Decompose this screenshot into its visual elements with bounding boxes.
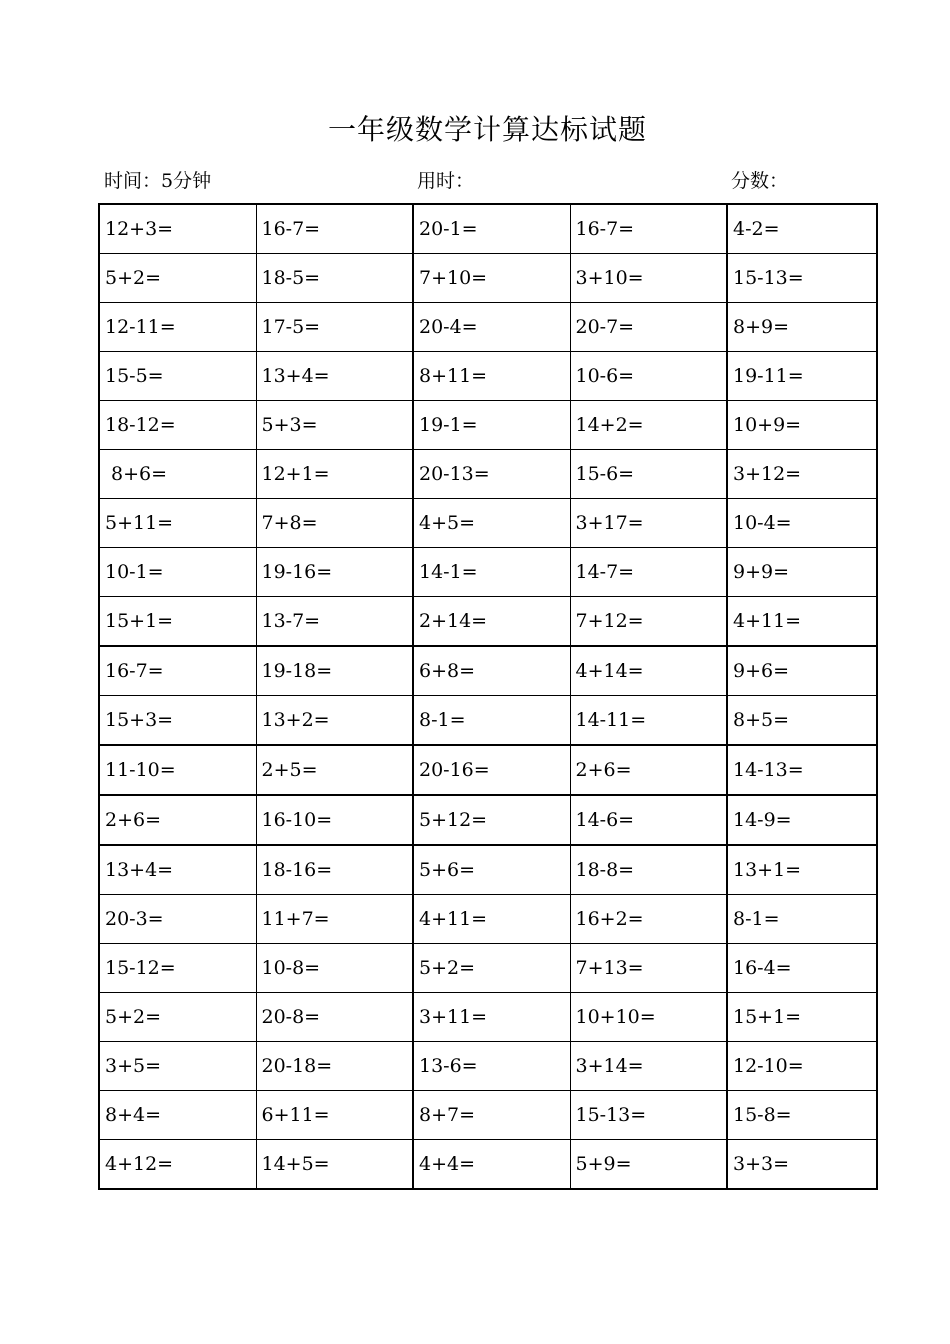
problem-cell: 5+2= [413, 944, 570, 993]
problem-cell: 14-7= [570, 548, 727, 597]
problem-cell: 15-13= [570, 1091, 727, 1140]
problem-cell: 14-6= [570, 795, 727, 845]
problem-cell: 14-9= [727, 795, 877, 845]
table-row [99, 597, 877, 647]
problem-cell: 15-5= [99, 352, 256, 401]
problem-cell: 2+5= [256, 745, 413, 795]
problem-cell: 2+14= [413, 597, 570, 647]
problem-cell: 5+12= [413, 795, 570, 845]
problem-cell: 14-13= [727, 745, 877, 795]
problem-cell: 20-18= [256, 1042, 413, 1091]
problem-cell: 20-3= [99, 895, 256, 944]
problem-cell: 16-7= [99, 646, 256, 696]
problem-cell: 10-1= [99, 548, 256, 597]
problem-cell: 15+1= [727, 993, 877, 1042]
problem-cell: 3+11= [413, 993, 570, 1042]
table-row [99, 352, 877, 401]
problem-cell: 8+9= [727, 303, 877, 352]
problem-cell: 3+3= [727, 1140, 877, 1190]
problem-cell: 4+14= [570, 646, 727, 696]
problem-cell: 14+5= [256, 1140, 413, 1190]
problem-cell: 2+6= [99, 795, 256, 845]
problem-cell: 20-1= [413, 204, 570, 254]
problem-cell: 12-11= [99, 303, 256, 352]
table-row [99, 548, 877, 597]
problem-cell: 7+12= [570, 597, 727, 647]
problem-cell: 3+17= [570, 499, 727, 548]
problem-cell: 3+10= [570, 254, 727, 303]
table-row [99, 895, 877, 944]
problem-cell: 19-18= [256, 646, 413, 696]
table-row [99, 745, 877, 795]
table-row [99, 646, 877, 696]
table-row [99, 450, 877, 499]
problem-cell: 20-7= [570, 303, 727, 352]
problem-cell: 4+5= [413, 499, 570, 548]
table-row [99, 254, 877, 303]
problem-cell: 17-5= [256, 303, 413, 352]
problem-cell: 16-10= [256, 795, 413, 845]
problem-cell: 14+2= [570, 401, 727, 450]
problem-cell: 20-16= [413, 745, 570, 795]
problem-cell: 4+12= [99, 1140, 256, 1190]
table-row [99, 1140, 877, 1190]
problem-cell: 19-16= [256, 548, 413, 597]
problem-cell: 10+9= [727, 401, 877, 450]
problem-cell: 12+1= [256, 450, 413, 499]
problem-cell: 4+4= [413, 1140, 570, 1190]
problem-cell: 16+2= [570, 895, 727, 944]
problem-cell: 16-7= [570, 204, 727, 254]
problem-cell: 18-8= [570, 845, 727, 895]
problem-cell: 13+4= [256, 352, 413, 401]
problem-cell: 7+10= [413, 254, 570, 303]
problem-cell: 3+12= [727, 450, 877, 499]
problem-cell: 7+8= [256, 499, 413, 548]
problem-cell: 13+2= [256, 696, 413, 746]
problem-cell: 10+10= [570, 993, 727, 1042]
problem-cell: 6+8= [413, 646, 570, 696]
table-row [99, 993, 877, 1042]
problem-cell: 15-12= [99, 944, 256, 993]
problem-cell: 10-4= [727, 499, 877, 548]
problem-cell: 2+6= [570, 745, 727, 795]
problem-cell: 18-16= [256, 845, 413, 895]
problem-cell: 8+11= [413, 352, 570, 401]
time-used-label: 用时： [417, 170, 475, 192]
problem-cell: 15+1= [99, 597, 256, 647]
problem-cell: 5+6= [413, 845, 570, 895]
problem-table-body [99, 204, 877, 1189]
problem-cell: 15+3= [99, 696, 256, 746]
problem-cell: 5+9= [570, 1140, 727, 1190]
problem-cell: 8+7= [413, 1091, 570, 1140]
problem-cell: 5+2= [99, 254, 256, 303]
table-row [99, 303, 877, 352]
problem-cell: 8-1= [727, 895, 877, 944]
problem-cell: 13+4= [99, 845, 256, 895]
problem-cell: 13+1= [727, 845, 877, 895]
problem-cell: 8-1= [413, 696, 570, 746]
problem-cell: 12-10= [727, 1042, 877, 1091]
time-limit-label: 时间：5分钟 [104, 170, 212, 192]
problem-cell: 3+5= [99, 1042, 256, 1091]
problem-cell: 5+2= [99, 993, 256, 1042]
problem-cell: 10-6= [570, 352, 727, 401]
problem-cell: 5+11= [99, 499, 256, 548]
problem-cell: 15-6= [570, 450, 727, 499]
table-row [99, 795, 877, 845]
problem-cell: 15-13= [727, 254, 877, 303]
problem-cell: 9+9= [727, 548, 877, 597]
problem-cell: 13-7= [256, 597, 413, 647]
problem-cell: 4-2= [727, 204, 877, 254]
problem-cell: 3+14= [570, 1042, 727, 1091]
table-row [99, 401, 877, 450]
problem-cell: 12+3= [99, 204, 256, 254]
problem-cell: 19-1= [413, 401, 570, 450]
problem-cell: 20-13= [413, 450, 570, 499]
table-row [99, 1042, 877, 1091]
problem-cell: 19-11= [727, 352, 877, 401]
table-row [99, 944, 877, 993]
problem-cell: 8+4= [99, 1091, 256, 1140]
table-row [99, 1091, 877, 1140]
problem-cell: 9+6= [727, 646, 877, 696]
problem-cell: 10-8= [256, 944, 413, 993]
problem-cell: 16-7= [256, 204, 413, 254]
problem-cell: 5+3= [256, 401, 413, 450]
problem-cell: 8+5= [727, 696, 877, 746]
problem-cell: 4+11= [413, 895, 570, 944]
problem-cell: 15-8= [727, 1091, 877, 1140]
problem-cell: 20-4= [413, 303, 570, 352]
problem-cell: 18-12= [99, 401, 256, 450]
problem-table [98, 203, 878, 1190]
problem-cell: 4+11= [727, 597, 877, 647]
problem-cell: 16-4= [727, 944, 877, 993]
problem-cell: 13-6= [413, 1042, 570, 1091]
problem-cell: 14-1= [413, 548, 570, 597]
problem-cell: 18-5= [256, 254, 413, 303]
table-row [99, 696, 877, 746]
problem-cell: 11-10= [99, 745, 256, 795]
score-label: 分数： [731, 170, 789, 192]
table-row [99, 845, 877, 895]
problem-cell: 7+13= [570, 944, 727, 993]
table-row [99, 499, 877, 548]
table-row [99, 204, 877, 254]
problem-cell: 6+11= [256, 1091, 413, 1140]
problem-cell: 8+6= [99, 450, 256, 499]
problem-cell: 20-8= [256, 993, 413, 1042]
problem-cell: 14-11= [570, 696, 727, 746]
problem-cell: 11+7= [256, 895, 413, 944]
worksheet-title: 一年级数学计算达标试题 [327, 113, 647, 146]
